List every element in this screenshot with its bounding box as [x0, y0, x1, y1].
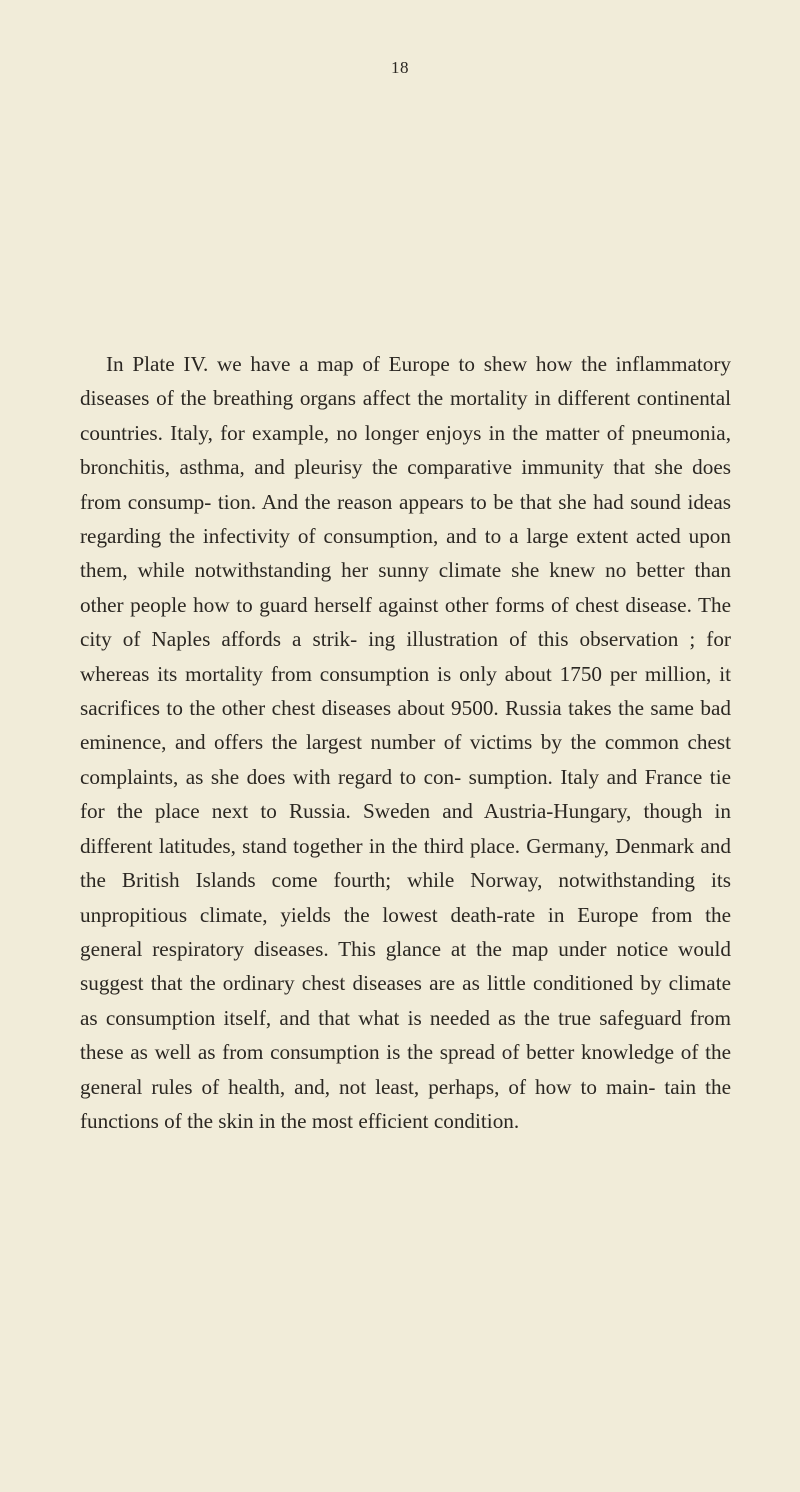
page-number: 18 — [391, 58, 409, 77]
body-paragraph: In Plate IV. we have a map of Europe to shew how the inflammatory diseases of the breathing organs affect the mortality in different continental countries. Italy, for example, no longer enjoys in the matter of pneumonia, bronchitis, asthma, and pleurisy the comparative immunity that she does from consump- tion. And the reason appears to be that she had sound ideas regarding the infectivity of consumption, and to a large extent acted upon them, while notwithstanding her sunny climate she knew no better than other people how to guard herself against other forms of chest disease. The city of Naples affords a strik- ing illustration of this observation ; for whereas its mortality from consumption is only about 1750 per million, it sacrifices to the other chest diseases about 9500. Russia takes the same bad eminence, and offers the largest number of victims by the common chest complaints, as she does with regard to con- sumption. Italy and France tie for the place next to Russia. Sweden and Austria-Hungary, though in different latitudes, stand together in the third place. Germany, Denmark and the British Islands come fourth; while Norway, notwithstanding its unpropitious climate, yields the lowest death-rate in Europe from the general respiratory diseases. This glance at the map under notice would suggest that the ordinary chest diseases are as little conditioned by climate as consumption itself, and that what is needed as the true safeguard from these as well as from consumption is the spread of better knowledge of the general rules of health, and, not least, perhaps, of how to main- tain the functions of the skin in the most efficient condition. — [80, 352, 731, 1133]
